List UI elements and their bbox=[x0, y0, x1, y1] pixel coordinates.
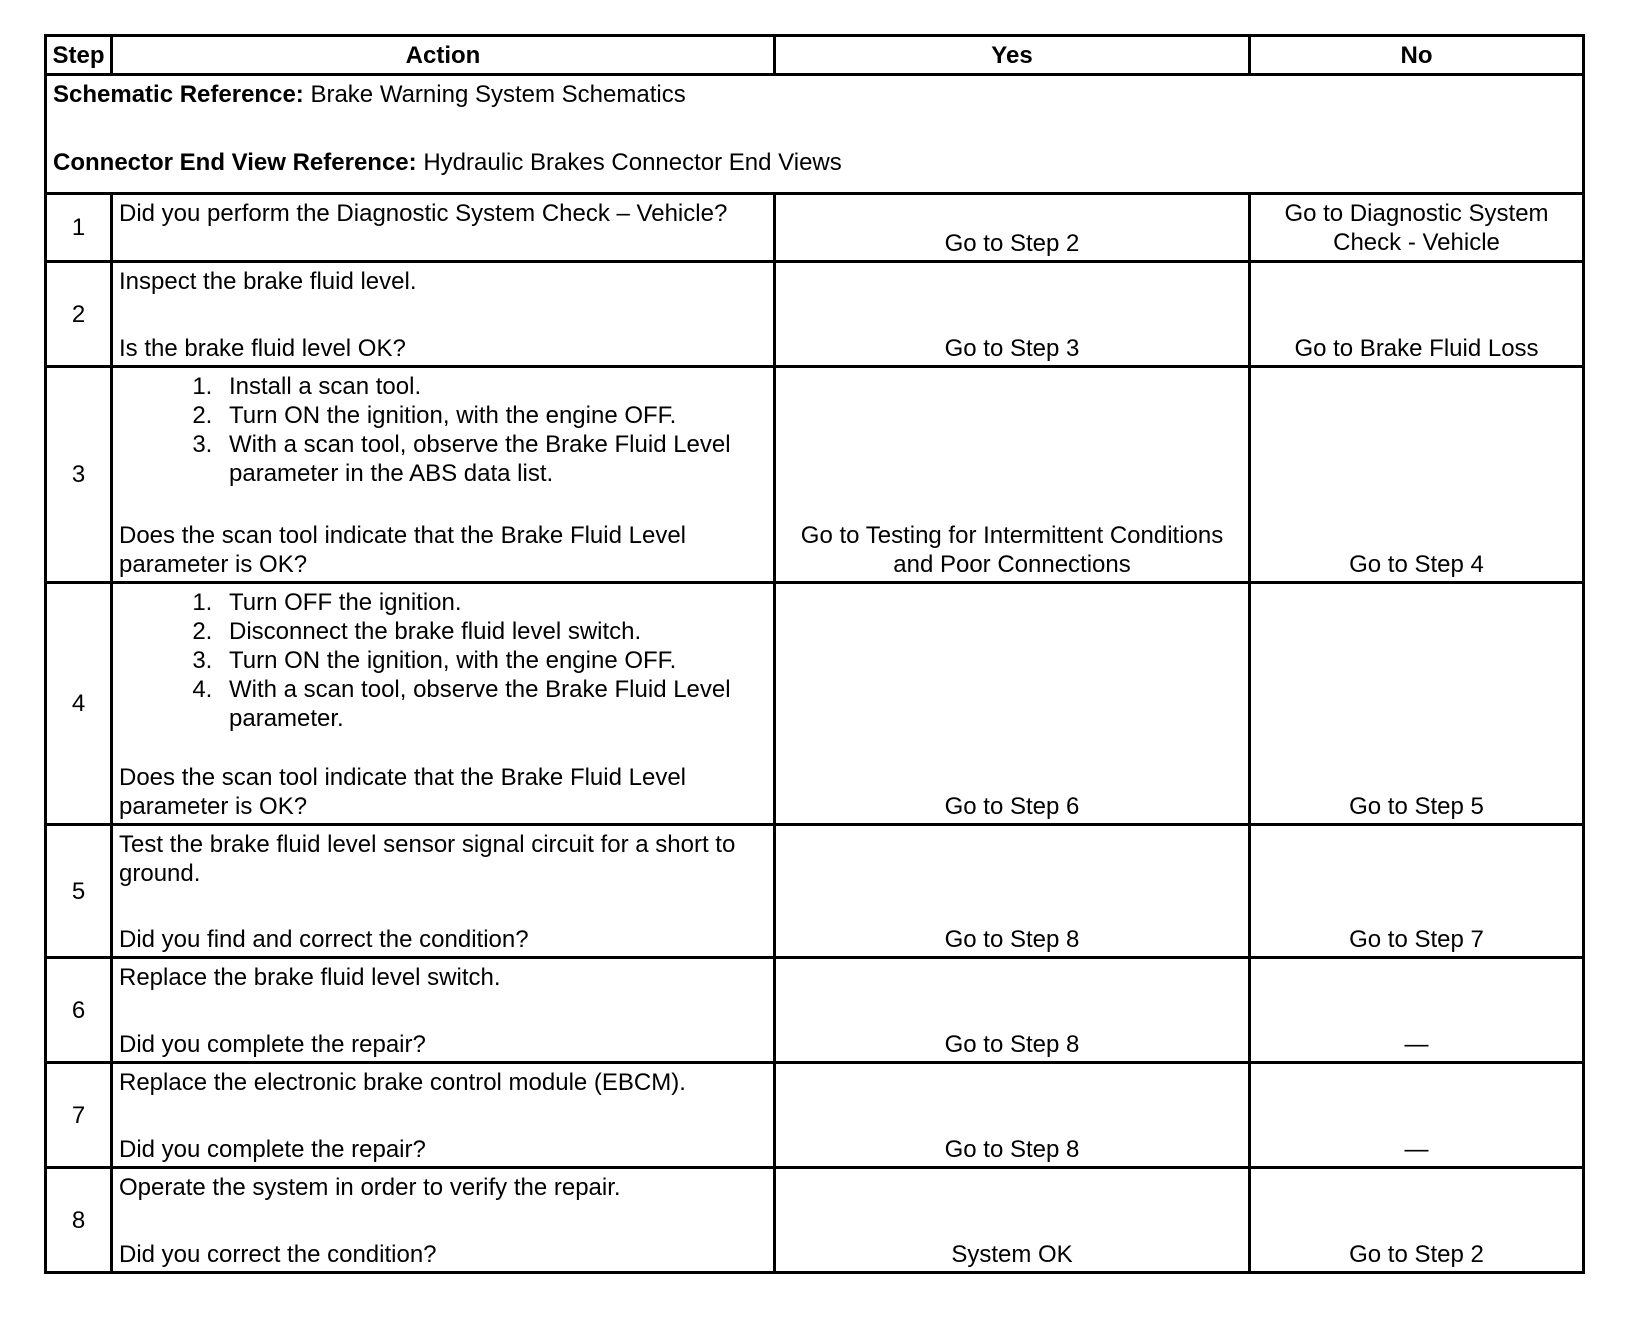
schematic-reference-value: Brake Warning System Schematics bbox=[310, 81, 686, 108]
step-row-6 bbox=[46, 958, 1584, 1063]
action-cell bbox=[112, 583, 775, 825]
action-list-item: 1. Turn OFF the ignition. bbox=[219, 588, 767, 617]
step-number: 4 bbox=[46, 583, 112, 825]
no-result: Go to Diagnostic System Check - Vehicle bbox=[1284, 200, 1549, 256]
action-instruction: Operate the system in order to verify the repair. bbox=[119, 1174, 621, 1201]
action-list bbox=[119, 588, 767, 733]
action-question: Did you correct the condition? bbox=[119, 1241, 437, 1268]
step-row-5 bbox=[46, 825, 1584, 958]
action-cell bbox=[112, 1168, 775, 1273]
yes-result: Go to Testing for Intermittent Conditions and Poor Connections bbox=[800, 522, 1224, 578]
yes-cell bbox=[775, 825, 1250, 958]
no-cell bbox=[1250, 194, 1584, 262]
action-cell bbox=[112, 958, 775, 1063]
reference-cell bbox=[46, 75, 1584, 194]
action-list-item: 1. Install a scan tool. bbox=[219, 372, 767, 401]
connector-reference bbox=[53, 148, 1576, 177]
action-list-item: 3. Turn ON the ignition, with the engine OFF. bbox=[219, 646, 767, 675]
no-cell bbox=[1250, 1063, 1584, 1168]
no-cell bbox=[1250, 583, 1584, 825]
yes-cell bbox=[775, 583, 1250, 825]
yes-cell bbox=[775, 262, 1250, 367]
action-question: Did you find and correct the condition? bbox=[119, 926, 529, 953]
header-row bbox=[46, 36, 1584, 75]
connector-reference-label: Connector End View Reference: bbox=[53, 149, 417, 176]
no-result: Go to Step 5 bbox=[1349, 793, 1484, 820]
action-question: Is the brake fluid level OK? bbox=[119, 335, 406, 362]
step-number: 3 bbox=[46, 367, 112, 583]
no-cell bbox=[1250, 958, 1584, 1063]
no-cell bbox=[1250, 1168, 1584, 1273]
step-row-1 bbox=[46, 194, 1584, 262]
yes-cell bbox=[775, 958, 1250, 1063]
yes-cell bbox=[775, 194, 1250, 262]
step-row-2 bbox=[46, 262, 1584, 367]
yes-result: System OK bbox=[951, 1241, 1073, 1268]
yes-result: Go to Step 8 bbox=[944, 1136, 1080, 1163]
step-number: 6 bbox=[46, 958, 112, 1063]
no-result: Go to Step 4 bbox=[1349, 551, 1484, 578]
step-row-3 bbox=[46, 367, 1584, 583]
no-result: Go to Step 2 bbox=[1349, 1241, 1484, 1268]
action-question: Did you complete the repair? bbox=[119, 1136, 426, 1163]
header-yes: Yes bbox=[775, 36, 1250, 75]
header-action: Action bbox=[112, 36, 775, 75]
action-cell bbox=[112, 825, 775, 958]
action-cell bbox=[112, 367, 775, 583]
no-result: — bbox=[1404, 1136, 1429, 1163]
step-row-4 bbox=[46, 583, 1584, 825]
action-instruction: Test the brake fluid level sensor signal circuit for a short to ground. bbox=[119, 831, 736, 887]
action-cell bbox=[112, 1063, 775, 1168]
no-cell bbox=[1250, 262, 1584, 367]
step-row-7 bbox=[46, 1063, 1584, 1168]
yes-cell bbox=[775, 367, 1250, 583]
action-question: Does the scan tool indicate that the Brake Fluid Level parameter is OK? bbox=[119, 522, 686, 578]
header-step: Step bbox=[46, 36, 112, 75]
action-instruction: Replace the electronic brake control module (EBCM). bbox=[119, 1069, 686, 1096]
step-number: 5 bbox=[46, 825, 112, 958]
yes-result: Go to Step 2 bbox=[944, 230, 1080, 257]
action-cell bbox=[112, 262, 775, 367]
action-list-item: 2. Disconnect the brake fluid level switch. bbox=[219, 617, 767, 646]
yes-result: Go to Step 8 bbox=[944, 926, 1080, 953]
action-instruction: Inspect the brake fluid level. bbox=[119, 268, 417, 295]
action-list-item: 3. With a scan tool, observe the Brake Fluid Level parameter in the ABS data list. bbox=[219, 430, 767, 488]
action-list-item: 4. With a scan tool, observe the Brake Fluid Level parameter. bbox=[219, 675, 767, 733]
action-cell bbox=[112, 194, 775, 262]
schematic-reference-label: Schematic Reference: bbox=[53, 81, 304, 108]
action-question: Did you complete the repair? bbox=[119, 1031, 426, 1058]
no-cell bbox=[1250, 825, 1584, 958]
step-number: 1 bbox=[46, 194, 112, 262]
step-row-8 bbox=[46, 1168, 1584, 1273]
connector-reference-value: Hydraulic Brakes Connector End Views bbox=[423, 149, 842, 176]
reference-row bbox=[46, 75, 1584, 194]
no-result: — bbox=[1404, 1031, 1429, 1058]
step-number: 2 bbox=[46, 262, 112, 367]
no-result: Go to Brake Fluid Loss bbox=[1294, 335, 1539, 362]
yes-result: Go to Step 8 bbox=[944, 1031, 1080, 1058]
step-number: 7 bbox=[46, 1063, 112, 1168]
action-instruction: Replace the brake fluid level switch. bbox=[119, 964, 501, 991]
yes-result: Go to Step 6 bbox=[944, 793, 1080, 820]
action-instruction: Did you perform the Diagnostic System Check – Vehicle? bbox=[119, 200, 728, 227]
action-list-item: 2. Turn ON the ignition, with the engine OFF. bbox=[219, 401, 767, 430]
schematic-reference bbox=[53, 80, 1576, 109]
yes-cell bbox=[775, 1063, 1250, 1168]
step-number: 8 bbox=[46, 1168, 112, 1273]
yes-result: Go to Step 3 bbox=[944, 335, 1080, 362]
no-result: Go to Step 7 bbox=[1349, 926, 1484, 953]
header-no: No bbox=[1250, 36, 1584, 75]
no-cell bbox=[1250, 367, 1584, 583]
action-list bbox=[119, 372, 767, 488]
diagnostic-table bbox=[44, 34, 1585, 1274]
action-question: Does the scan tool indicate that the Brake Fluid Level parameter is OK? bbox=[119, 764, 686, 820]
yes-cell bbox=[775, 1168, 1250, 1273]
